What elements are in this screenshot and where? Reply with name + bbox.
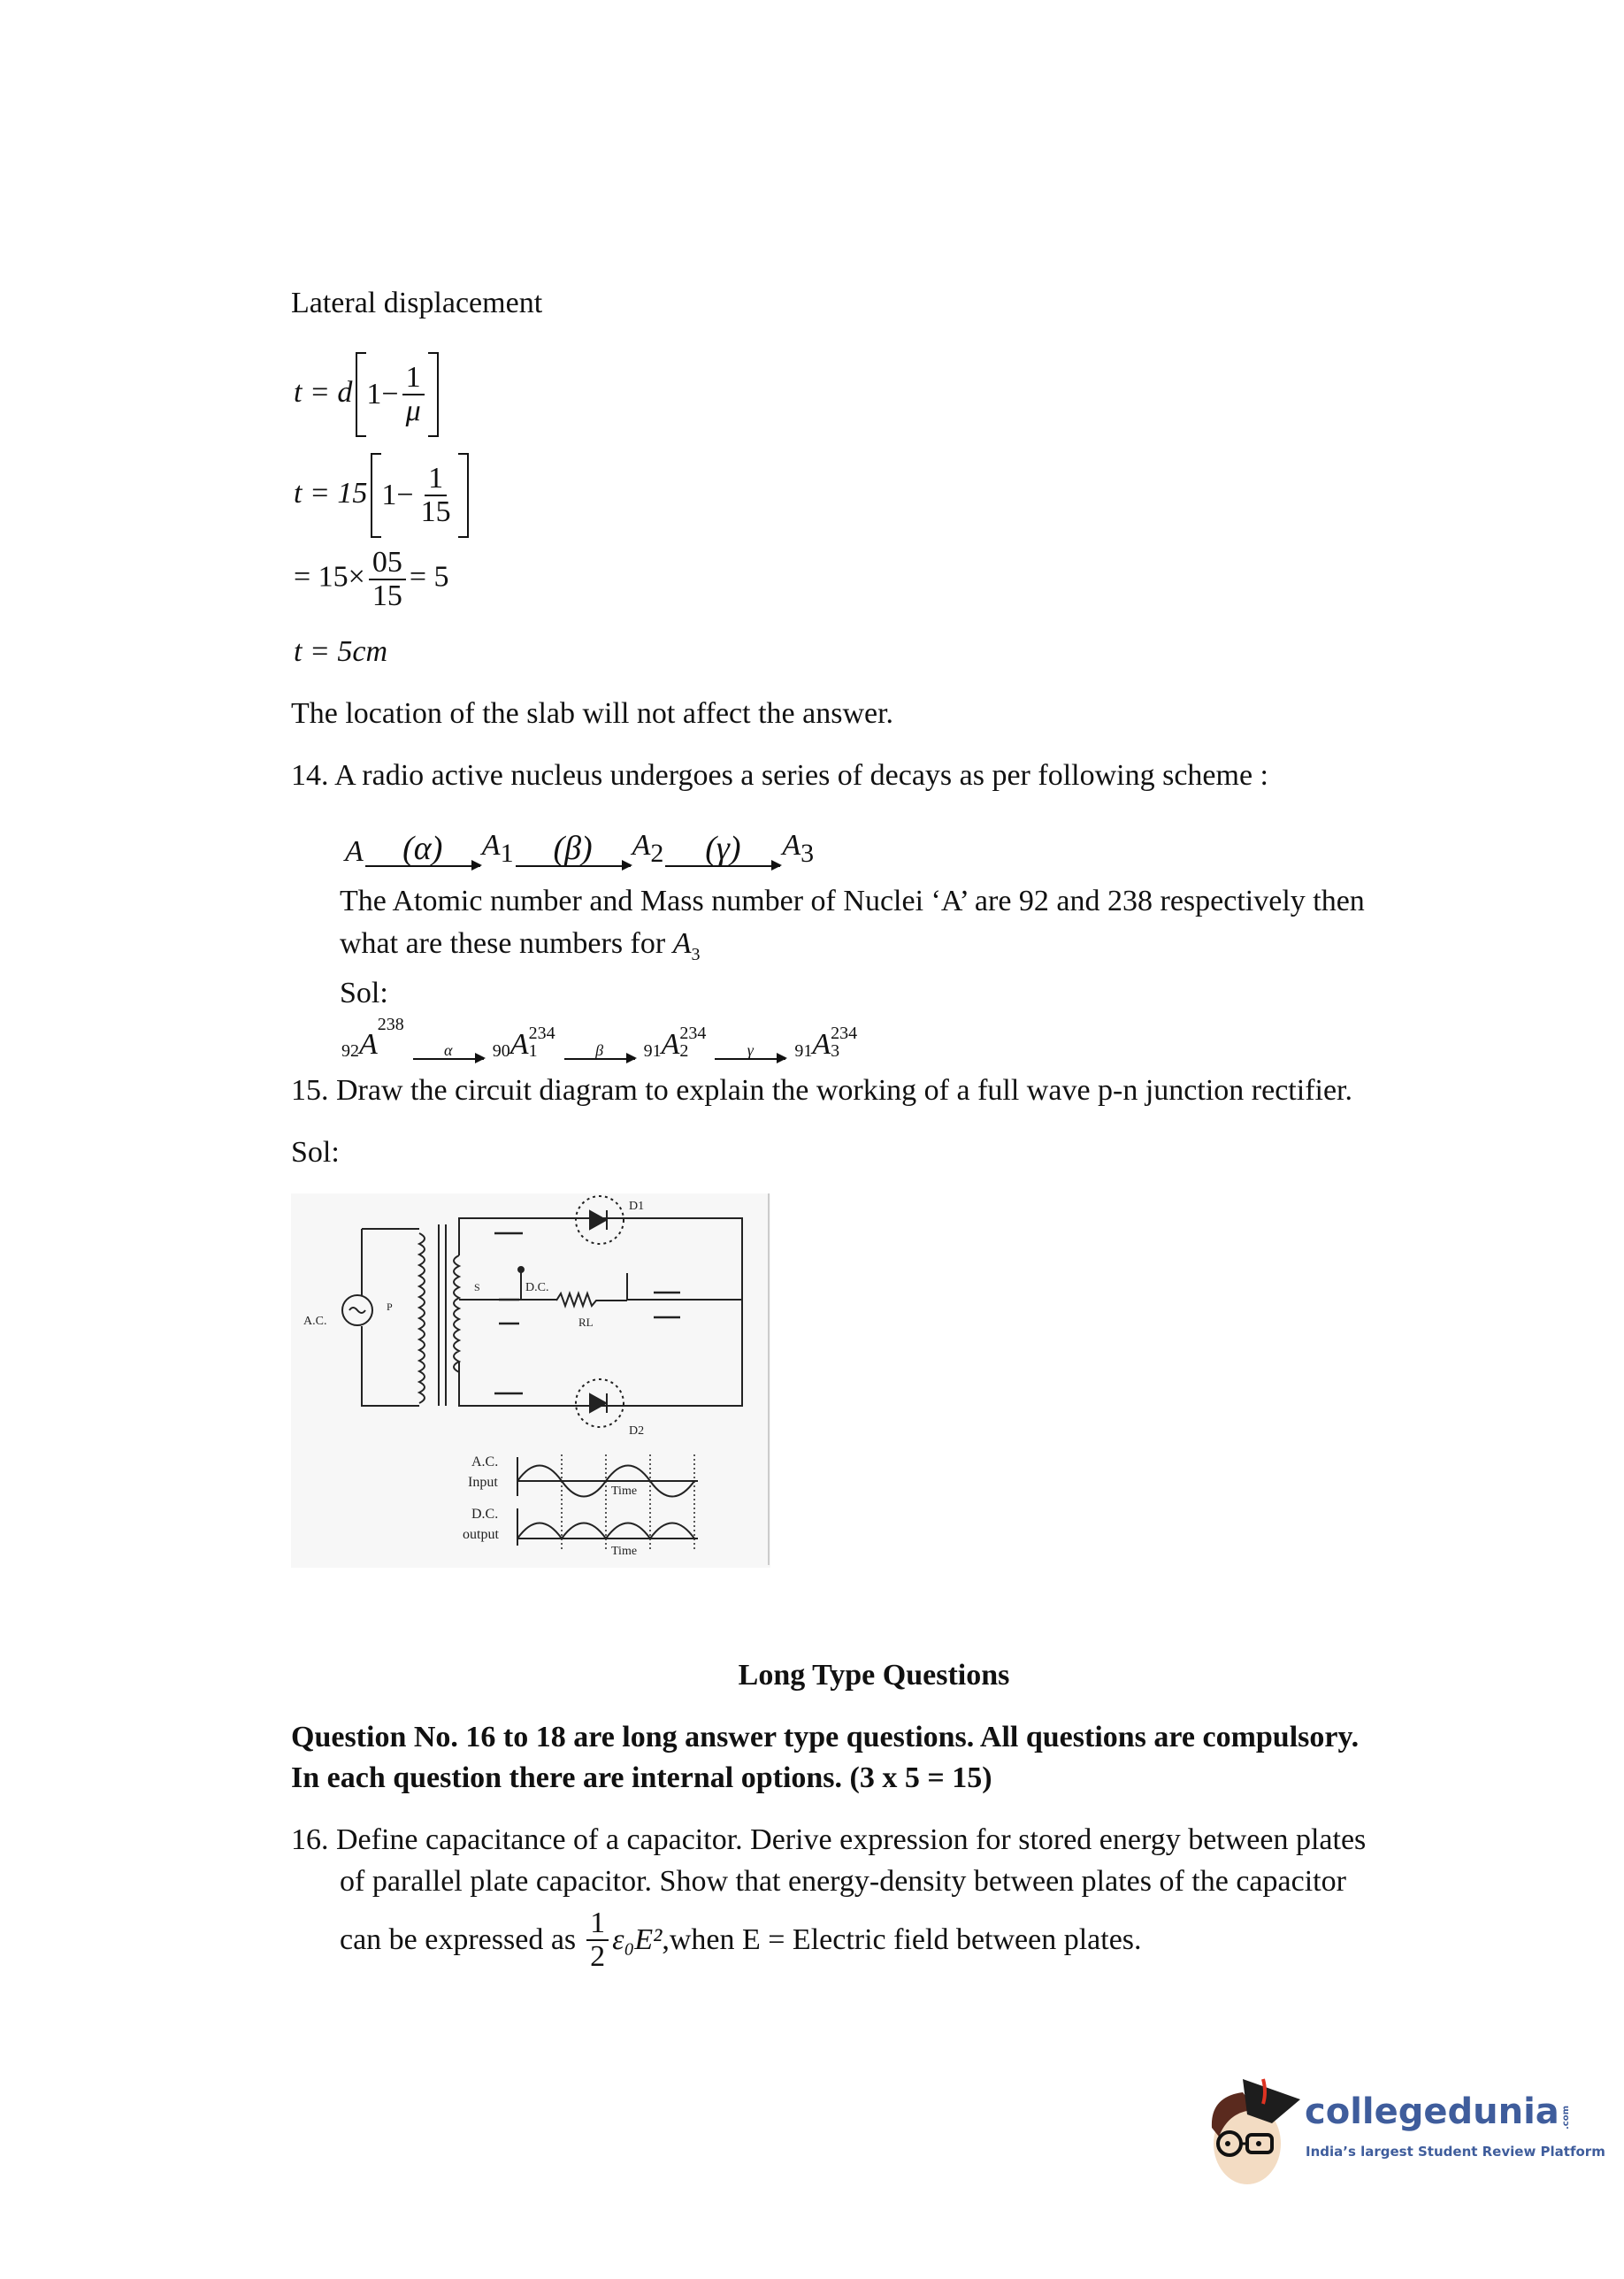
nuclide-symbol: A	[509, 1028, 529, 1061]
logo-suffix: .com	[1560, 2105, 1571, 2129]
half-num: 1	[586, 1907, 609, 1941]
equation-4: t = 5cm	[294, 635, 388, 668]
long-questions-title: Long Type Questions	[738, 1659, 1010, 1692]
q16-line3-pre: can be expressed as	[340, 1923, 577, 1956]
product-sub: 2	[650, 839, 664, 868]
decay-scheme	[345, 796, 814, 867]
scheme-product	[482, 831, 514, 867]
scheme-arrow-beta	[516, 832, 631, 867]
label-rl: RL	[578, 1316, 594, 1329]
label-ac: A.C.	[303, 1315, 327, 1328]
solution-arrow-gamma	[715, 1042, 785, 1060]
lateral-displacement-heading: Lateral displacement	[291, 287, 543, 319]
time-label: Time	[611, 1485, 638, 1498]
solution-arrow-alpha	[413, 1042, 484, 1060]
label-dc: D.C.	[525, 1281, 549, 1294]
logo-wordmark-row	[1305, 2091, 1571, 2132]
eq2-lhs: t = 15	[294, 476, 368, 510]
nuclide-symbol: A	[359, 1028, 378, 1061]
eq2-num: 1	[425, 463, 447, 496]
eq3-num: 05	[369, 547, 406, 580]
nuclide-index: 1	[528, 1041, 538, 1061]
nuclide-z: 90	[492, 1041, 510, 1061]
q16-line2: of parallel plate capacitor. Show that energy-density between plates of the capacitor	[340, 1865, 1346, 1898]
arrow-label: γ	[747, 1041, 754, 1059]
energy-density-expr: ε₀E²	[612, 1923, 663, 1956]
eq2-one: 1	[381, 479, 397, 511]
arrow-label: α	[444, 1041, 453, 1059]
q15-sol-label: Sol:	[291, 1136, 340, 1169]
scheme-arrow-gamma	[665, 832, 780, 867]
ac-input-label-1: A.C.	[471, 1454, 499, 1469]
nuclide-symbol: A	[812, 1028, 831, 1061]
scheme-label: (γ)	[705, 830, 741, 867]
eq2-minus: −	[396, 479, 414, 511]
ac-input-label-2: Input	[468, 1475, 498, 1490]
logo-wordmark: collegedunia	[1305, 2091, 1559, 2132]
eq1-num: 1	[402, 362, 425, 395]
question-14: 14. A radio active nucleus undergoes a series of decays as per following scheme :	[291, 759, 1268, 792]
scheme-start: A	[345, 835, 364, 868]
equation-3	[294, 547, 449, 611]
nuclide-scripts	[679, 1024, 706, 1060]
decay-solution	[341, 1016, 857, 1060]
q16-line1: 16. Define capacitance of a capacitor. Derive expression for stored energy between plates	[291, 1823, 1367, 1856]
eq3-rhs: = 5	[409, 560, 449, 594]
full-wave-rectifier-diagram	[291, 1193, 770, 1568]
eq1-den: μ	[405, 395, 421, 427]
q14-line3-sub: 3	[691, 944, 701, 964]
label-d1: D1	[629, 1200, 645, 1213]
q14-sol-label: Sol:	[340, 977, 388, 1009]
label-s: S	[474, 1281, 480, 1293]
q14-line2: The Atomic number and Mass number of Nuclei ‘A’ are 92 and 238 respectively then	[340, 885, 1365, 917]
long-section-instruction-2: In each question there are internal options. (3 x 5 = 15)	[291, 1761, 992, 1794]
eq3-lhs: = 15×	[294, 560, 365, 594]
logo-tagline: India’s largest Student Review Platform	[1306, 2144, 1605, 2160]
q16-line3-post: ,when E = Electric field between plates.	[662, 1923, 1142, 1956]
collegedunia-logo[interactable]	[1203, 2075, 1610, 2194]
mascot-icon	[1203, 2075, 1305, 2194]
eq3-fraction	[369, 547, 406, 611]
label-p: P	[387, 1301, 393, 1313]
eq1-minus: −	[381, 378, 399, 411]
q14-line3-symbol: A	[672, 927, 692, 960]
scheme-arrow-alpha	[365, 832, 480, 867]
half-den: 2	[590, 1940, 606, 1973]
scheme-label: (α)	[402, 830, 443, 867]
nuclide-a: 234	[528, 1024, 555, 1043]
product-sub: 1	[500, 839, 514, 868]
q14-line3-text: what are these numbers for	[340, 927, 666, 960]
q14-line3	[340, 929, 700, 963]
eq1-bracket	[356, 352, 438, 437]
scheme-product	[632, 831, 664, 867]
equation-1	[294, 352, 439, 437]
dc-output-label-2: output	[463, 1527, 499, 1542]
slab-note: The location of the slab will not affect the answer.	[291, 697, 894, 730]
eq3-den: 15	[372, 579, 402, 612]
nuclide-z: 91	[794, 1041, 813, 1061]
label-d2: D2	[629, 1424, 645, 1438]
nuclide-scripts	[831, 1024, 857, 1060]
eq2-den: 15	[420, 495, 451, 528]
product-symbol: A	[782, 829, 801, 863]
product-symbol: A	[632, 829, 651, 863]
nuclide-index: 2	[679, 1041, 689, 1061]
nuclide-symbol: A	[661, 1028, 680, 1061]
nuclide-z: 92	[341, 1041, 359, 1061]
eq1-lhs: t = d	[294, 375, 353, 409]
eq2-fraction	[417, 463, 455, 527]
question-15: 15. Draw the circuit diagram to explain the working of a full wave p-n junction rectifier.	[291, 1074, 1352, 1107]
scheme-label: (β)	[553, 830, 593, 867]
arrow-label: β	[595, 1041, 604, 1059]
eq1-one: 1	[366, 378, 382, 411]
product-sub: 3	[801, 839, 815, 868]
nuclide-index: 3	[831, 1041, 840, 1061]
product-symbol: A	[481, 829, 501, 863]
time-label: Time	[611, 1545, 638, 1558]
scheme-product	[782, 831, 814, 867]
long-section-instruction-1: Question No. 16 to 18 are long answer type questions. All questions are compulsory.	[291, 1721, 1360, 1753]
nuclide-a: 238	[377, 1015, 404, 1034]
q16-line3	[340, 1902, 1142, 1978]
nuclide-a: 234	[679, 1024, 707, 1043]
nuclide-scripts	[529, 1024, 555, 1060]
solution-arrow-beta	[564, 1042, 635, 1060]
equation-2	[294, 453, 469, 538]
half-fraction	[586, 1907, 609, 1972]
dc-output-label-1: D.C.	[471, 1507, 499, 1522]
nuclide-a: 234	[831, 1024, 858, 1043]
eq1-fraction	[402, 362, 425, 426]
nuclide-z: 91	[643, 1041, 662, 1061]
eq2-bracket	[371, 453, 468, 538]
